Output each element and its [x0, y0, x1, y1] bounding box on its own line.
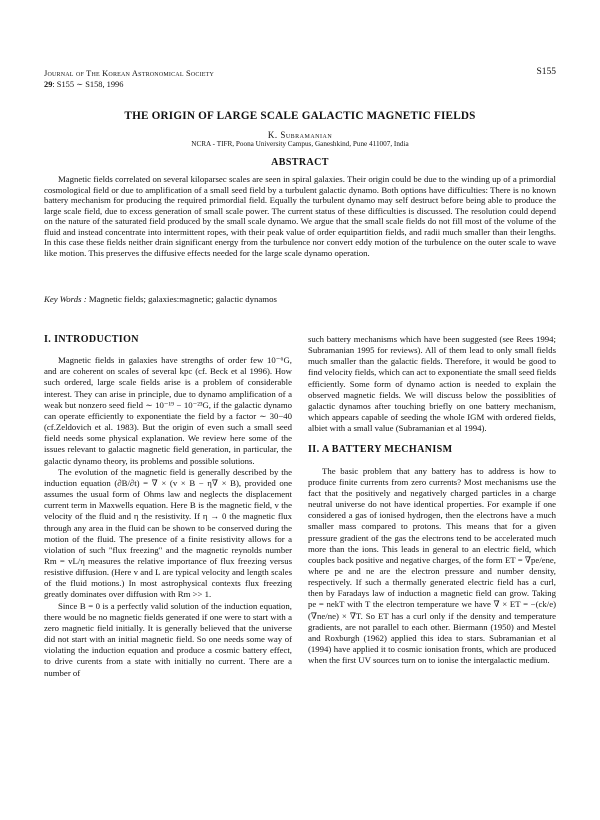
intro-continuation: such battery mechanisms which have been suggested (see Rees 1994; Subramanian 1995 for reviews). All of them lead to only small fields much smaller than the galactic fields. Therefore, it would be good to find velocity fields, which can act to exponentiate the small seed fields efficiently. Some form of dynamo action is needed to explain the observed magnetic fields. We will discuss below the possiblities of galactic dynamos after touching briefly on one battery mechanism, which appears capable of seeding the whole IGM with ordered fields, albiet with a small value (Subramanian et al 1994).	[308, 334, 556, 434]
page-number: S155	[536, 67, 556, 77]
author-affiliation: NCRA - TIFR, Poona University Campus, Ganeshkind, Pune 411007, India	[191, 140, 409, 148]
journal-header	[44, 68, 214, 90]
author-name: K. Subramanian	[267, 130, 333, 140]
intro-paragraph-1: Magnetic fields in galaxies have strengths of order few 10⁻⁶G, and are coherent on scales of several kpc (cf. Beck et al 1996). How such ordered, large scale fields arise is a problem of considerable interest. They can arise in principle, due to dynamo amplification of a weak but nonzero seed field ∼ 10⁻¹⁹ − 10⁻²³G, if the galactic dynamo can operate efficiently to exponentiate the field by a factor ∼ 30−40 (cf.Zeldovich et al. 1983). But the origin of even such a small seed field needs some physical explanation. We review here some of the issues relevant to galactic magnetic field generation, in particular, the galactic dynamo theory, its problems and possible solutions.	[44, 355, 292, 466]
paper-title: THE ORIGIN OF LARGE SCALE GALACTIC MAGNETIC FIELDS	[124, 110, 476, 122]
battery-heading: II. A BATTERY MECHANISM	[308, 444, 453, 456]
left-column	[44, 334, 292, 679]
keywords-label: Key Words :	[44, 294, 87, 304]
introduction-heading: I. INTRODUCTION	[44, 334, 139, 345]
volume-line	[44, 79, 214, 90]
intro-paragraph-3: Since B = 0 is a perfectly valid solution of the induction equation, there would be no magnetic fields generated if one were to start with a zero magnetic field initially. It is generally believed that the universe did not start with an initial magnetic field. So one needs some way of violating the induction equation and produce a cosmic battery effect, to drive curents from a state with initially no current. There are a number of	[44, 600, 292, 678]
abstract-text: Magnetic fields correlated on several kiloparsec scales are seen in spiral galaxies. Their origin could be due to the winding up of a primordial cosmological field or due to amplification of a small seed field by a turbulent galactic dynamo. Both options have difficulties: There is no known battery mechanism for producing the required primordial field. Equally the turbulent dynamo may self destruct before being able to produce the large scale field, due to excess generation of small scale power. The current status of these difficulties is discussed. The resolution could depend on the nature of the saturated field produced by the small scale dynamo. We argue that the small scale fields do not fill most of the volume of the fluid and instead concentrate into intermittent ropes, with their peak value of order equipartition fields, and radii much smaller than their lengths. In this case these fields neither drain significant energy from the turbulence nor convert eddy motion of the turbulence on the outer scale to wave like motion. This preserves the diffusive effects needed for the large scale dynamo operation.	[44, 174, 556, 258]
intro-paragraph-2: The evolution of the magnetic field is generally described by the induction equation (∂B/∂t) = ∇ × (v × B − η∇ × B), provided one assumes the usual form of Ohms law and neglects the displacement current term in Maxwells equation. Here B is the magnetic field, v the velocity of the fluid and η the resistivity. If η → 0 the magnetic flux through any area in the fluid can be shown to be conserved during the motion of the fluid. The presence of a finite resistivity allows for a violation of such "flux freezing" and the magnetic reynolds number Rm = vL/η measures the relative importance of flux freezing versus resistive diffusion. (Here v and L are typical velocity and length scales of the fluid motions.) In most astrophysical contexts flux freezing greatly dominates over diffusion with Rm >> 1.	[44, 466, 292, 600]
volume-number: 29	[44, 80, 53, 89]
abstract-heading: ABSTRACT	[271, 157, 329, 168]
journal-name: Journal of The Korean Astronomical Society	[44, 69, 215, 78]
battery-paragraph-1: The basic problem that any battery has to address is how to produce finite currents from zero currents? Most mechanisms use the fact that the positively and negatively charged particles in a charge neutral universe do not have identical properties. For example if one considered a gas of ionised hydrogen, then the electrons have a much smaller mass compared to protons. This means that for a given pressure gradient of the gas the electrons tend to be accelerated much more than the ions. This leads in general to an electric field, which couples back positive and negative charges, of the form ET = ∇pe/ene, where pe and ne are the electron pressure and number density, respectively. If such a thermally generated electric field has a curl, then by Faradays law of induction a magnetic field can grow. Taking pe = nekT with T the electron temperature we have ∇ × ET = −(ck/e)(∇ne/ne) × ∇T. So ET has a curl only if the density and temperature gradients, are not parallel to each other. Biermann (1950) and Mestel and Roxburgh (1962) applied this idea to stars. Subramanian et al (1994) have applied it to cosmic ionisation fronts, which are produced when the first UV sources turn on to ionise the intergalactic medium.	[308, 465, 556, 666]
keywords-line	[44, 294, 556, 304]
keywords-list: Magnetic fields; galaxies:magnetic; galactic dynamos	[88, 294, 277, 304]
pages-range: : S155 ∼ S158, 1996	[52, 80, 124, 89]
right-column	[308, 334, 556, 666]
